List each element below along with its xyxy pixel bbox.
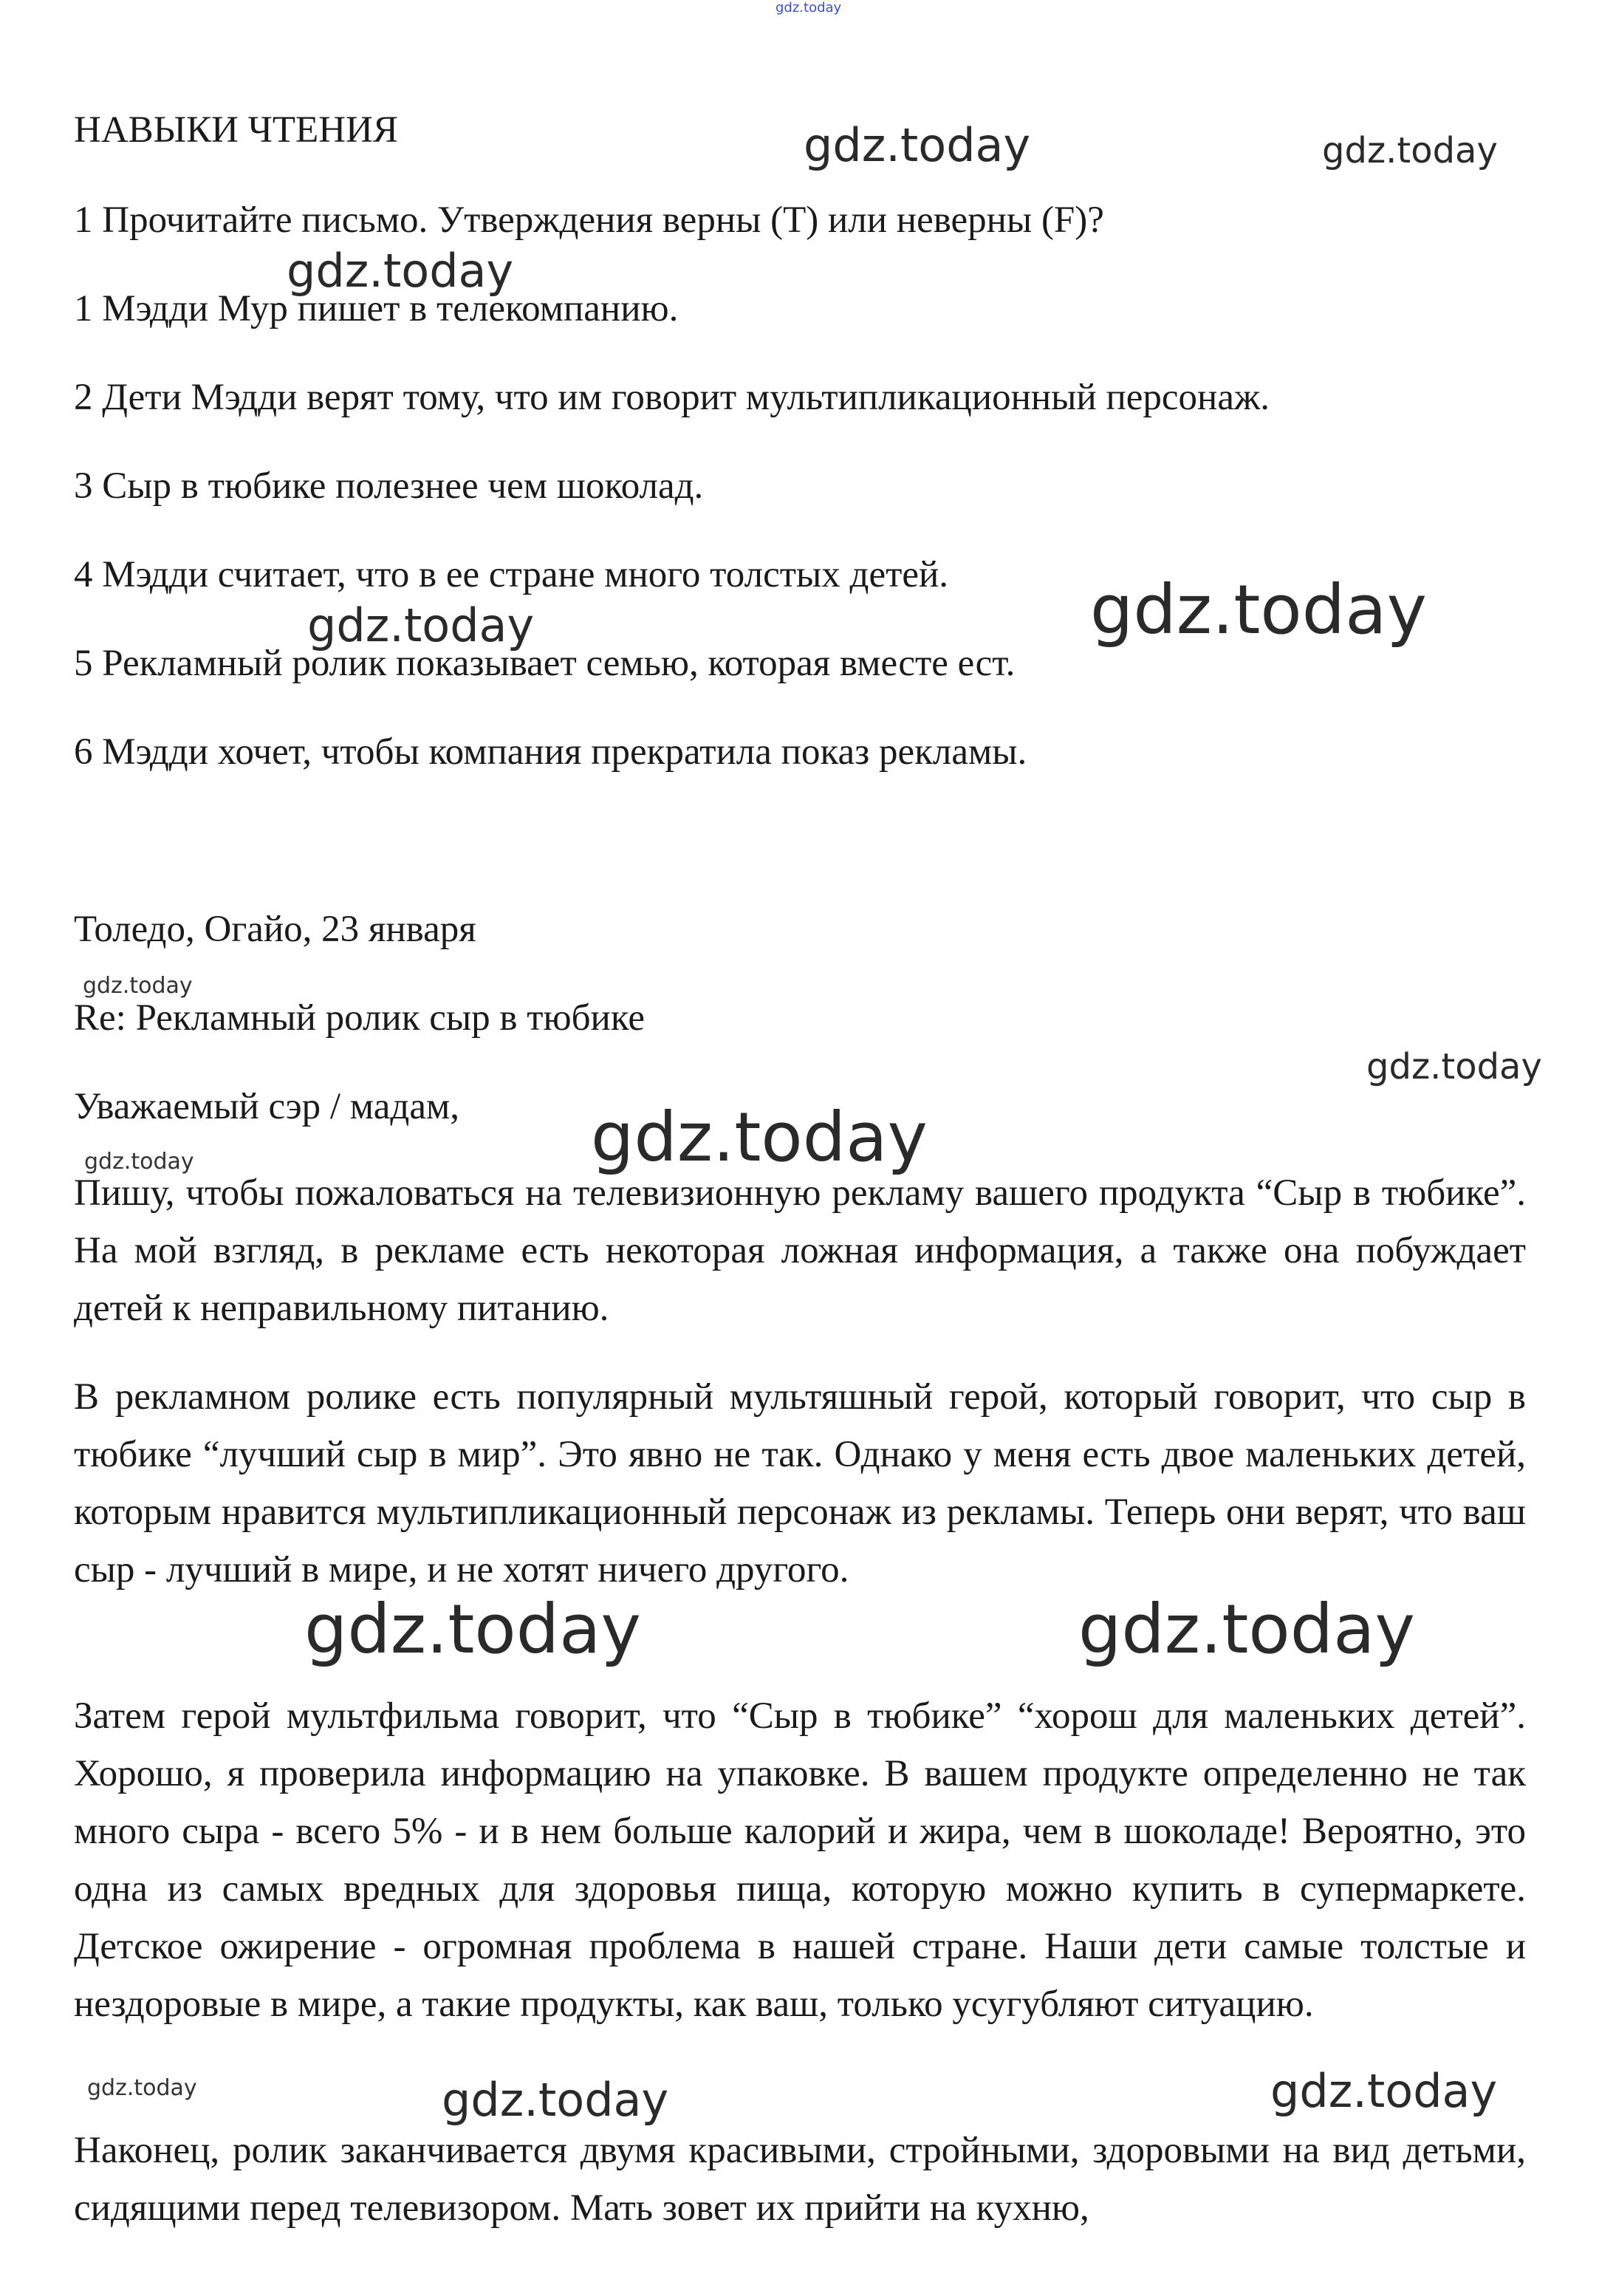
watermark: gdz.today (1270, 2064, 1498, 2118)
watermark: gdz.today (1090, 570, 1427, 649)
letter-paragraph-2: В рекламном ролике есть популярный мультяшный герой, который говорит, что сыр в тюбике “лучший сыр в мир”. Это явно не так. Однако у меня есть двое маленьких детей, которым нравится мультипликационный персонаж из рекламы. Теперь они верят, что ваш сыр - лучший в мире, и не хотят ничего другого. (74, 1376, 1526, 1591)
statement-5: 5 Рекламный ролик показывает семью, которая вместе ест. (74, 643, 1016, 684)
letter-greeting: Уважаемый сэр / мадам, (74, 1086, 459, 1127)
letter-paragraph-1: Пишу, чтобы пожаловаться на телевизионную рекламу вашего продукта “Сыр в тюбике”. На мой взгляд, в рекламе есть некоторая ложная информация, а также она побуждает детей к неправильному питанию. (74, 1172, 1526, 1329)
watermark: gdz.today (591, 1098, 928, 1177)
watermark: gdz.today (1322, 130, 1498, 171)
letter-paragraph-3: Затем герой мультфильма говорит, что “Сыр в тюбике” “хорош для маленьких детей”. Хорошо, я проверила информацию на упаковке. В вашем продукте определенно не так много сыра - всего 5% - и в нем больше калорий и жира, чем в шоколаде! Вероятно, это одна из самых вредных для здоровья пища, которую можно купить в супермаркете. Детское ожирение - огромная проблема в нашей стране. Наши дети самые толстые и нездоровые в мире, а такие продукты, как ваш, только усугубляют ситуацию. (74, 1695, 1526, 2025)
statement-2: 2 Дети Мэдди верят тому, что им говорит мультипликационный персонаж. (74, 377, 1270, 418)
statement-4: 4 Мэдди считает, что в ее стране много толстых детей. (74, 554, 949, 595)
statement-3: 3 Сыр в тюбике полезнее чем шоколад. (74, 465, 704, 507)
section-heading: НАВЫКИ ЧТЕНИЯ (74, 109, 398, 151)
watermark: gdz.today (1078, 1590, 1415, 1669)
task-instruction: 1 Прочитайте письмо. Утверждения верны (T) или неверны (F)? (74, 199, 1104, 241)
watermark: gdz.today (775, 0, 842, 16)
watermark: gdz.today (307, 598, 535, 652)
watermark: gdz.today (442, 2073, 669, 2127)
watermark: gdz.today (84, 1149, 194, 1175)
watermark: gdz.today (87, 2075, 197, 2101)
letter-place-date: Толедо, Огайо, 23 января (74, 909, 476, 950)
watermark: gdz.today (1366, 1046, 1542, 1087)
statement-1: 1 Мэдди Мур пишет в телекомпанию. (74, 288, 679, 329)
watermark: gdz.today (287, 244, 514, 298)
statement-6: 6 Мэдди хочет, чтобы компания прекратила показ рекламы. (74, 731, 1027, 773)
watermark: gdz.today (83, 973, 193, 999)
letter-paragraph-4: Наконец, ролик заканчивается двумя красивыми, стройными, здоровыми на вид детьми, сидящими перед телевизором. Мать зовет их прийти на кухню, (74, 2130, 1526, 2229)
watermark: gdz.today (804, 118, 1031, 172)
watermark: gdz.today (304, 1590, 641, 1669)
letter-subject: Re: Рекламный ролик сыр в тюбике (74, 997, 645, 1039)
